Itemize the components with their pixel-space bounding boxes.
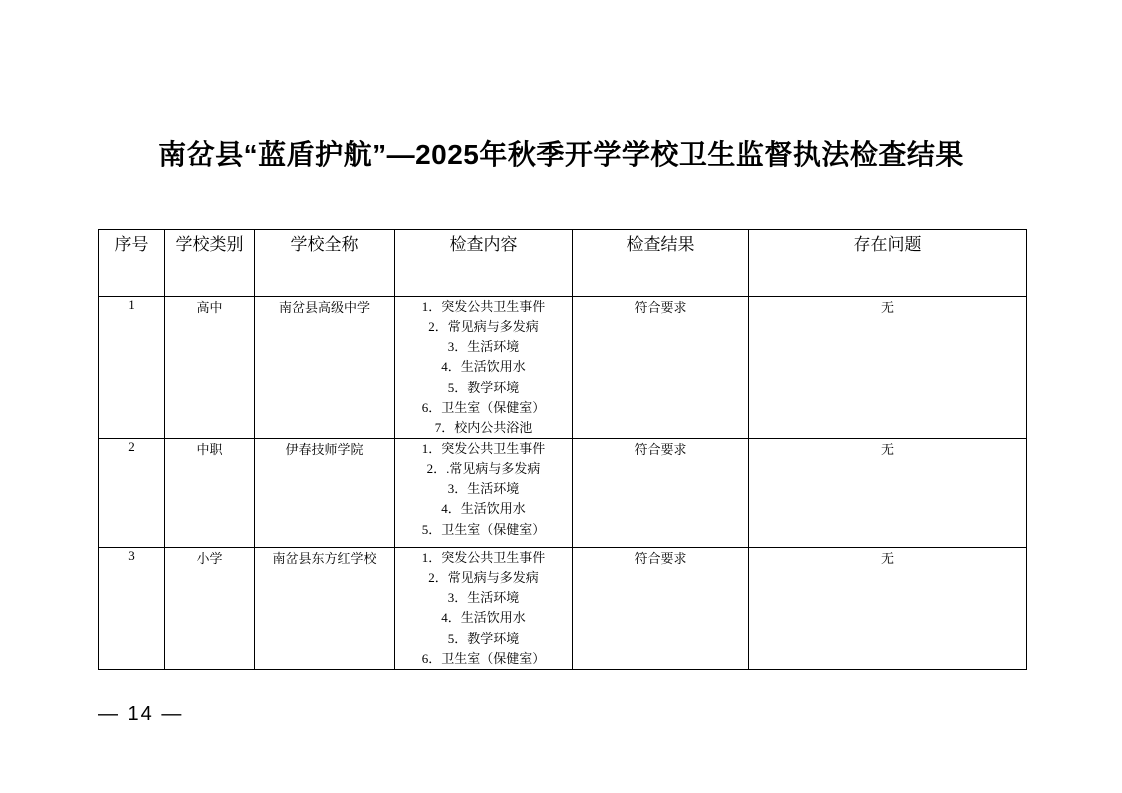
cell-school-name: 伊春技师学院 bbox=[255, 438, 395, 547]
list-item: 4．生活饮用水 bbox=[441, 501, 526, 517]
inspection-content-list bbox=[395, 548, 572, 669]
page-title: 南岔县“蓝盾护航”—2025年秋季开学学校卫生监督执法检查结果 bbox=[158, 139, 964, 170]
table-header-row bbox=[99, 230, 1027, 297]
list-item: 2．常见病与多发病 bbox=[428, 570, 539, 586]
inspection-content-list bbox=[395, 439, 572, 540]
list-item: 5．教学环境 bbox=[447, 379, 520, 395]
cell-problems: 无 bbox=[749, 547, 1027, 669]
cell-index: 3 bbox=[99, 547, 165, 669]
cell-school-type: 中职 bbox=[165, 438, 255, 547]
cell-index: 1 bbox=[99, 297, 165, 439]
list-item: 4．生活饮用水 bbox=[441, 359, 526, 375]
cell-inspection-content bbox=[395, 297, 573, 439]
list-item: 4．生活饮用水 bbox=[441, 610, 526, 626]
cell-school-name: 南岔县东方红学校 bbox=[255, 547, 395, 669]
cell-inspection-result: 符合要求 bbox=[573, 438, 749, 547]
cell-inspection-result: 符合要求 bbox=[573, 547, 749, 669]
list-item: 1．突发公共卫生事件 bbox=[421, 549, 546, 565]
list-item: 6．卫生室（保健室） bbox=[421, 399, 546, 415]
table-body bbox=[99, 297, 1027, 670]
cell-problems: 无 bbox=[749, 297, 1027, 439]
cell-inspection-content bbox=[395, 547, 573, 669]
cell-inspection-content bbox=[395, 438, 573, 547]
column-header-inspection-result: 检查结果 bbox=[573, 230, 749, 297]
table-row bbox=[99, 438, 1027, 547]
cell-school-name: 南岔县高级中学 bbox=[255, 297, 395, 439]
cell-inspection-result: 符合要求 bbox=[573, 297, 749, 439]
inspection-content-list bbox=[395, 297, 572, 438]
column-header-index: 序号 bbox=[99, 230, 165, 297]
table-row bbox=[99, 297, 1027, 439]
list-item: 2．.常见病与多发病 bbox=[426, 461, 541, 477]
page-number: — 14 — bbox=[98, 703, 184, 725]
inspection-results-table bbox=[98, 229, 1027, 670]
list-item: 1．突发公共卫生事件 bbox=[421, 299, 546, 314]
table-row bbox=[99, 547, 1027, 669]
list-item: 3．生活环境 bbox=[447, 339, 520, 355]
cell-problems: 无 bbox=[749, 438, 1027, 547]
list-item: 3．生活环境 bbox=[447, 590, 520, 606]
list-item: 6．卫生室（保健室） bbox=[421, 650, 546, 666]
list-item: 5．教学环境 bbox=[447, 630, 520, 646]
table-header bbox=[99, 230, 1027, 297]
column-header-inspection-content: 检查内容 bbox=[395, 230, 573, 297]
list-item: 5．卫生室（保健室） bbox=[421, 521, 546, 537]
list-item: 7．校内公共浴池 bbox=[434, 419, 533, 435]
column-header-problems: 存在问题 bbox=[749, 230, 1027, 297]
cell-school-type: 小学 bbox=[165, 547, 255, 669]
list-item: 1．突发公共卫生事件 bbox=[421, 440, 546, 456]
list-item: 3．生活环境 bbox=[447, 481, 520, 497]
cell-school-type: 高中 bbox=[165, 297, 255, 439]
column-header-school-type: 学校类别 bbox=[165, 230, 255, 297]
cell-index: 2 bbox=[99, 438, 165, 547]
column-header-school-name: 学校全称 bbox=[255, 230, 395, 297]
list-item: 2．常见病与多发病 bbox=[428, 319, 539, 335]
